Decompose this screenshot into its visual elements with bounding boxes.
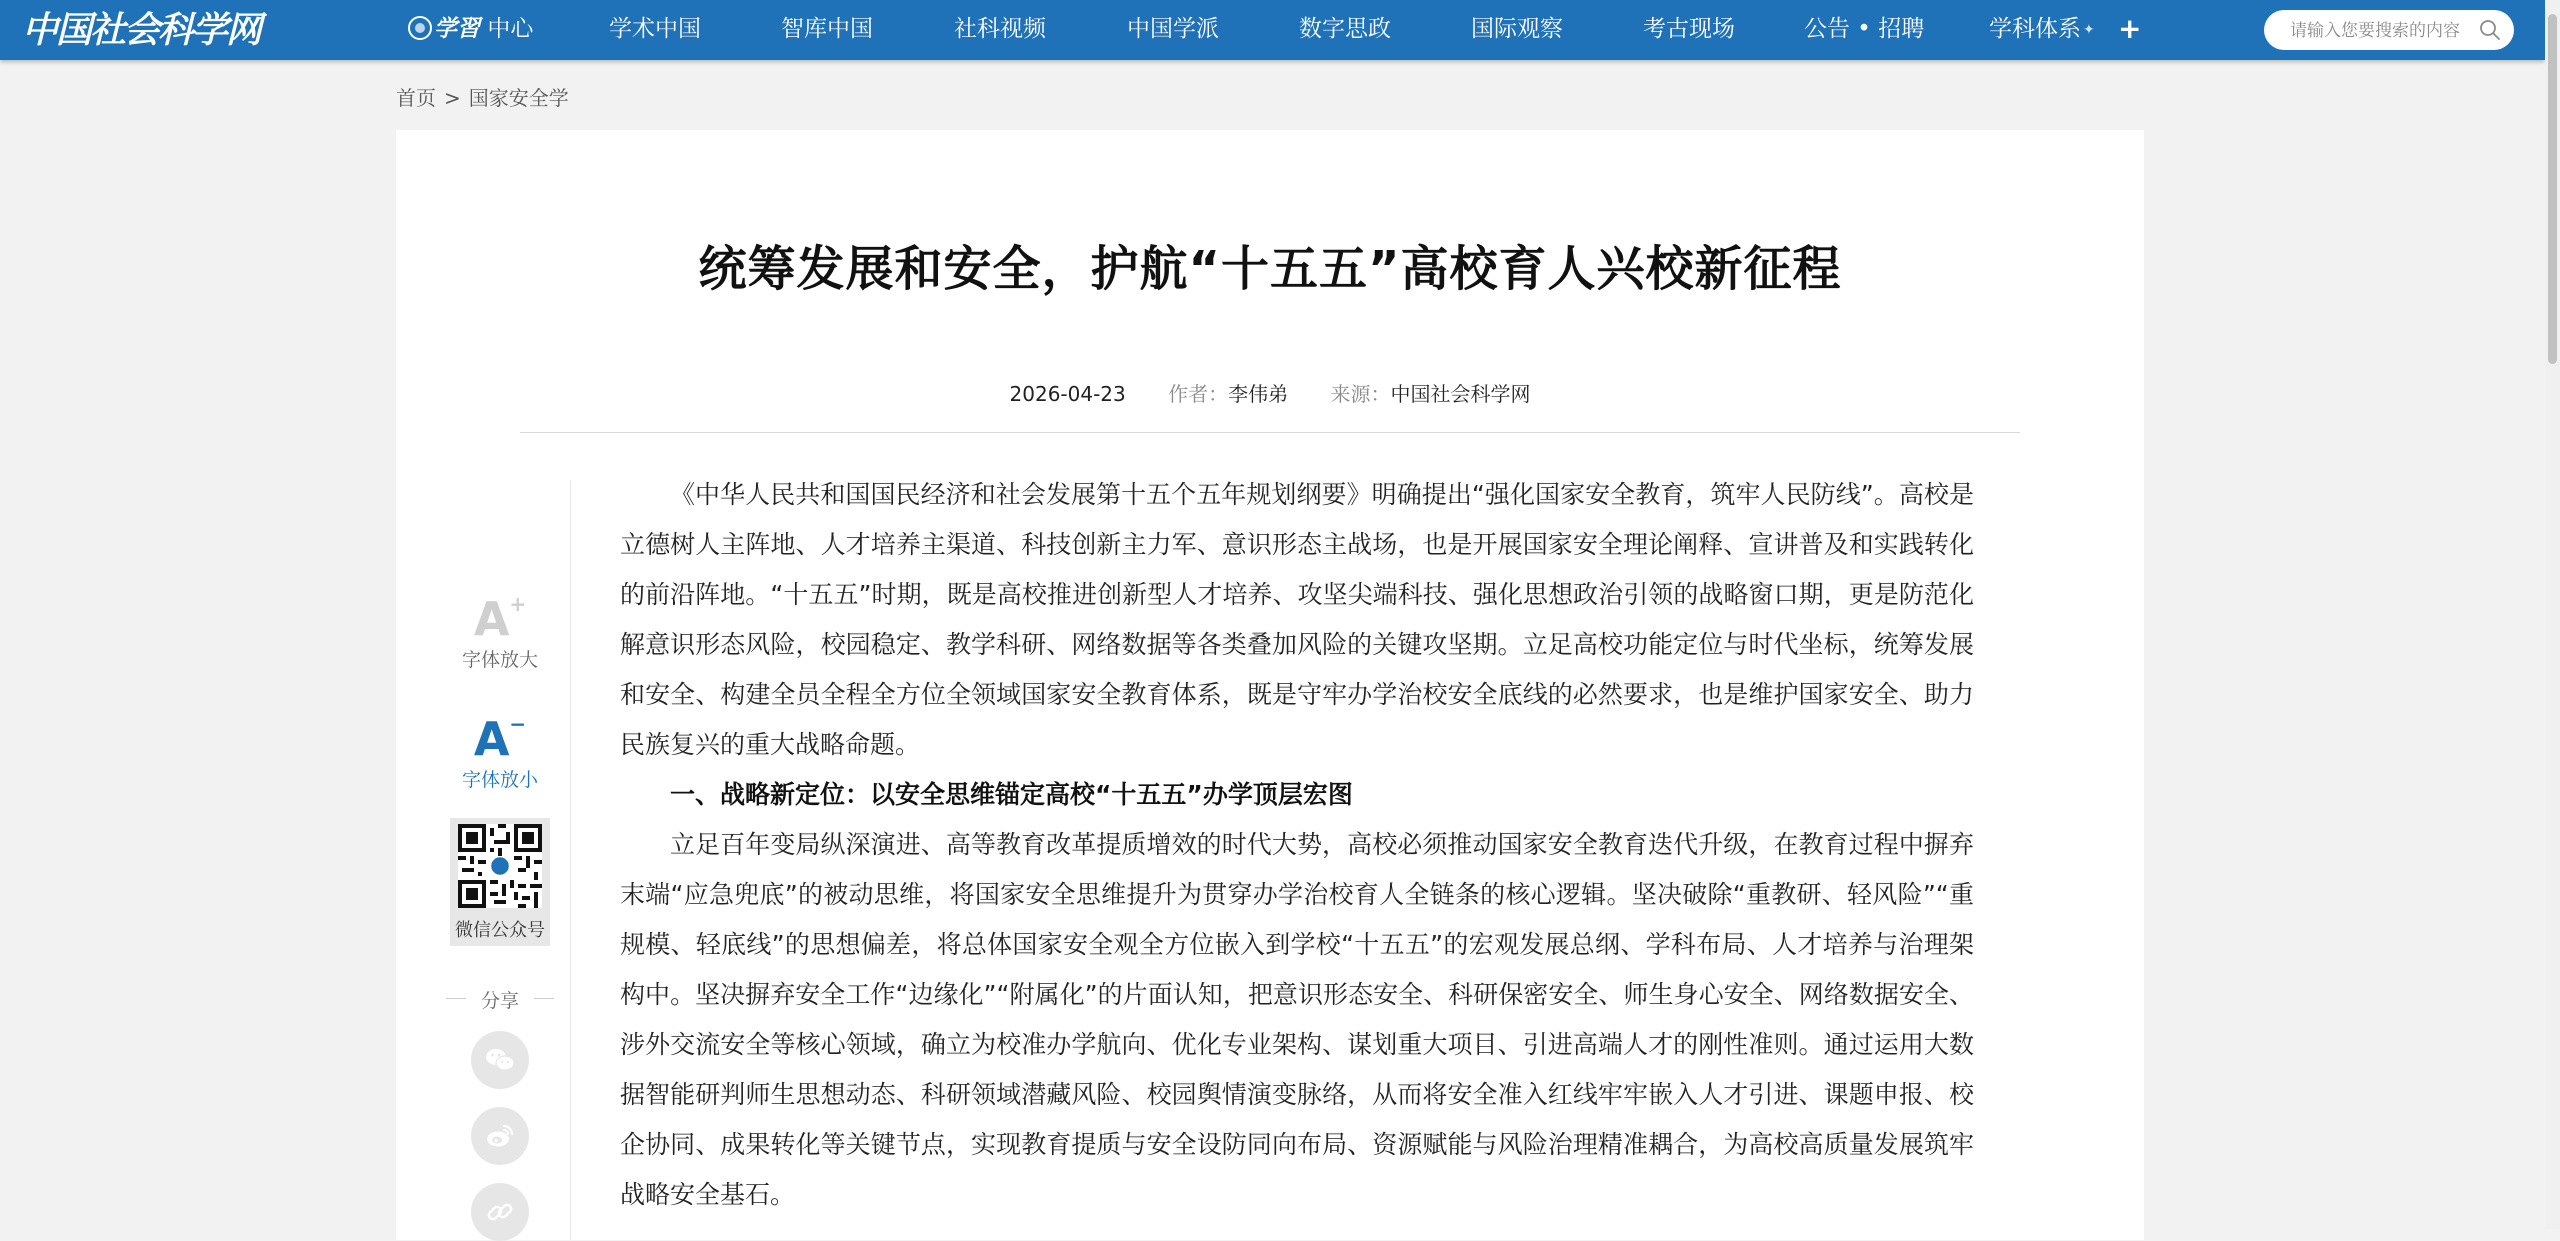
nav-item-international[interactable]: 国际观察 <box>1471 16 1563 42</box>
nav-item-notices-jobs[interactable]: 公告 • 招聘 <box>1804 16 1925 42</box>
weibo-icon <box>483 1119 517 1153</box>
breadcrumb-separator: > <box>444 86 461 110</box>
search-icon[interactable] <box>2478 18 2502 42</box>
wechat-qr-code <box>458 824 542 908</box>
share-wechat-button[interactable] <box>471 1031 529 1089</box>
article-card <box>396 130 2144 1240</box>
font-decrease-label: 字体放小 <box>461 769 538 791</box>
nav-item-think-tank[interactable]: 智库中国 <box>781 16 873 42</box>
article-author: 李伟弟 <box>1228 382 1289 406</box>
meta-divider <box>520 432 2020 433</box>
wechat-icon <box>483 1043 517 1077</box>
nav-label: 中心 <box>487 16 534 42</box>
share-weibo-button[interactable] <box>471 1107 529 1165</box>
search-box <box>2264 10 2514 50</box>
font-increase-label: 字体放大 <box>461 649 538 671</box>
nav-item-study-center[interactable] <box>408 0 533 60</box>
nav-item-disciplines[interactable] <box>1989 0 2095 60</box>
article-meta <box>396 378 2144 407</box>
nav-item-digital-politics[interactable]: 数字思政 <box>1299 16 1391 42</box>
side-toolbar <box>440 578 560 1241</box>
more-plus-icon[interactable]: + <box>2118 12 2142 45</box>
breadcrumb <box>396 82 569 111</box>
wechat-qr-panel <box>450 818 550 946</box>
article-section-heading: 一、战略新定位：以安全思维锚定高校“十五五”办学顶层宏图 <box>670 780 1353 809</box>
sidebar-divider <box>570 480 571 1240</box>
search-input[interactable] <box>2288 10 2482 52</box>
link-icon <box>483 1195 517 1229</box>
nav-label: 学科体系 <box>1989 16 2081 42</box>
nav-prefix: 学習 <box>434 15 480 42</box>
breadcrumb-current[interactable]: 国家安全学 <box>468 86 569 110</box>
bird-icon: ✦ <box>2083 21 2095 38</box>
wechat-qr-label: 微信公众号 <box>455 920 545 941</box>
article-title: 统筹发展和安全，护航“十五五”高校育人兴校新征程 <box>698 241 1842 297</box>
site-logo[interactable]: 中国社会科学网 <box>22 9 261 51</box>
font-decrease-icon: A− <box>473 712 527 766</box>
study-logo-icon <box>408 16 432 40</box>
top-nav-bar <box>0 0 2545 60</box>
nav-item-video[interactable]: 社科视频 <box>954 16 1046 42</box>
nav-item-chinese-school[interactable]: 中国学派 <box>1127 16 1219 42</box>
page-scrollbar[interactable] <box>2545 0 2560 1229</box>
share-title: 分享 <box>440 986 560 1013</box>
article-date: 2026-04-23 <box>1009 382 1126 406</box>
breadcrumb-home[interactable]: 首页 <box>396 86 436 110</box>
font-increase-button[interactable] <box>440 578 560 672</box>
article-paragraph: 立足百年变局纵深演进、高等教育改革提质增效的时代大势，高校必须推动国家安全教育迭代升级，在教育过程中摒弃末端“应急兜底”的被动思维，将国家安全思维提升为贯穿办学治校育人全链条的核心逻辑。坚决破除“重教研、轻风险”“重规模、轻底线”的思想偏差，将总体国家安全观全方位嵌入到学校“十五五”的宏观发展总纲、学科布局、人才培养与治理架构中。坚决摒弃安全工作“边缘化”“附属化”的片面认知，把意识形态安全、科研保密安全、师生身心安全、网络数据安全、涉外交流安全等核心领域，确立为校准办学航向、优化专业架构、谋划重大项目、引进高端人才的刚性准则。通过运用大数据智能研判师生思想动态、科研领域潜藏风险、校园舆情演变脉络，从而将安全准入红线牢牢嵌入人才引进、课题申报、校企协同、成果转化等关键节点，实现教育提质与安全设防同向布局、资源赋能与风险治理精准耦合，为高校高质量发展筑牢战略安全基石。 <box>620 830 1974 1209</box>
article-paragraph: 《中华人民共和国国民经济和社会发展第十五个五年规划纲要》明确提出“强化国家安全教育，筑牢人民防线”。高校是立德树人主阵地、人才培养主渠道、科技创新主力军、意识形态主战场，也是开展国家安全理论阐释、宣讲普及和实践转化的前沿阵地。“十五五”时期，既是高校推进创新型人才培养、攻坚尖端科技、强化思想政治引领的战略窗口期，更是防范化解意识形态风险，校园稳定、教学科研、网络数据等各类叠加风险的关键攻坚期。立足高校功能定位与时代坐标，统筹发展和安全、构建全员全程全方位全领域国家安全教育体系，既是守牢办学治校安全底线的必然要求，也是维护国家安全、助力民族复兴的重大战略命题。 <box>620 480 1974 759</box>
author-label: 作者： <box>1168 382 1229 406</box>
article-source: 中国社会科学网 <box>1390 382 1531 406</box>
scrollbar-thumb[interactable] <box>2548 14 2557 364</box>
source-label: 来源： <box>1330 382 1391 406</box>
copy-link-button[interactable] <box>471 1183 529 1241</box>
font-decrease-button[interactable] <box>440 698 560 792</box>
article-body <box>620 470 1974 1220</box>
nav-item-academic-china[interactable]: 学术中国 <box>609 16 701 42</box>
nav-item-archaeology[interactable]: 考古现场 <box>1643 16 1735 42</box>
font-increase-icon: A+ <box>473 592 527 646</box>
